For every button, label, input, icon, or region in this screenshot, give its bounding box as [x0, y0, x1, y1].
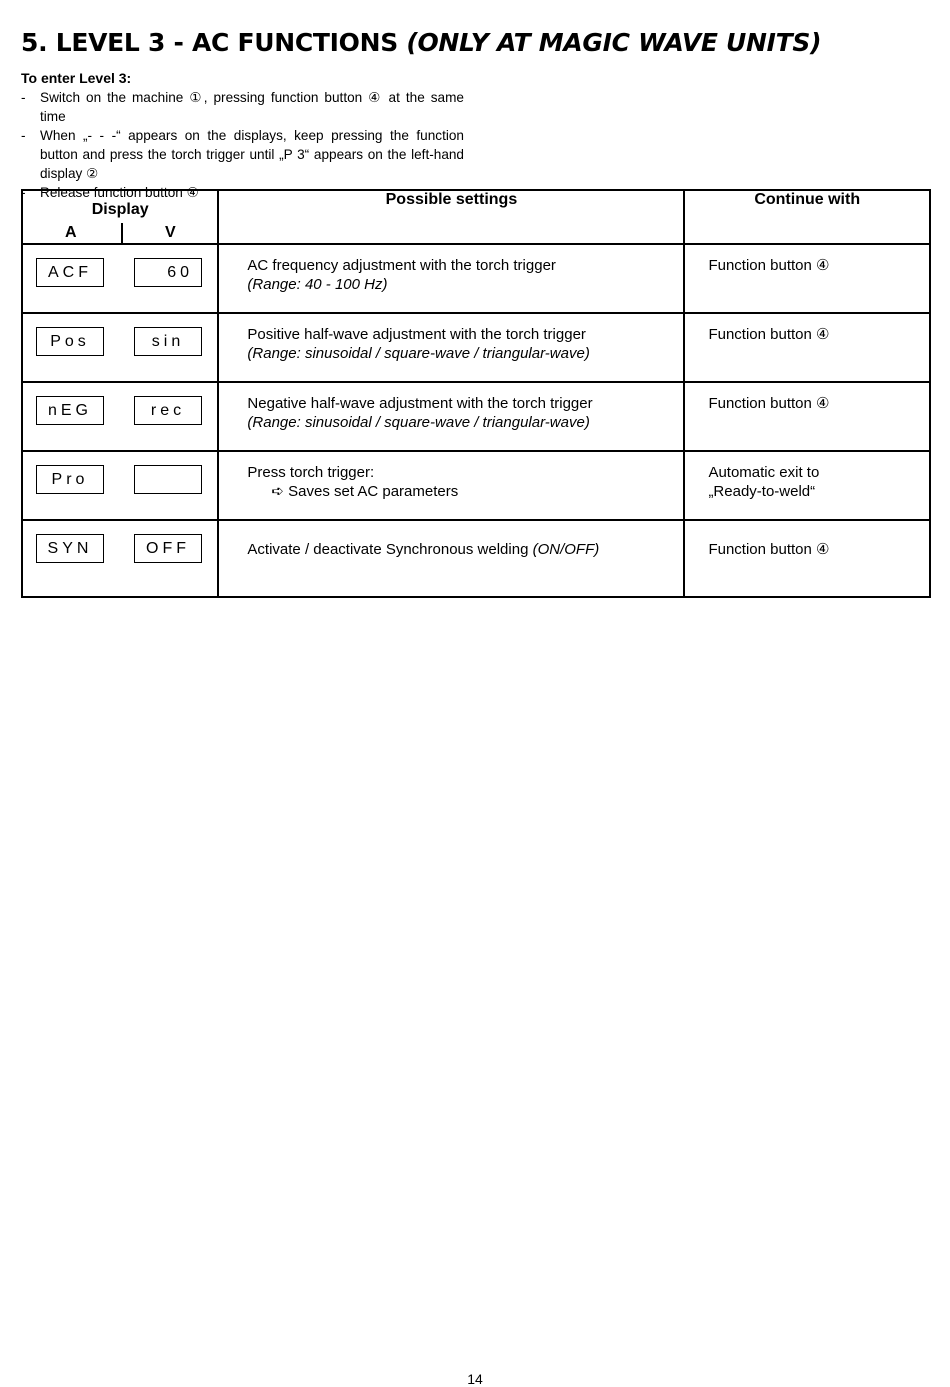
- settings-cell: [218, 520, 684, 597]
- continue-text-2: „Ready-to-weld“: [708, 483, 816, 500]
- continue-cell: [684, 382, 930, 451]
- display-header-v: V: [165, 224, 176, 241]
- setting-range: (Range: sinusoidal / square-wave / triangular-wave): [247, 345, 590, 362]
- continue-cell: [684, 451, 930, 520]
- intro-step: [21, 88, 464, 126]
- page-title: [21, 28, 821, 57]
- setting-description: AC frequency adjustment with the torch trigger: [247, 257, 556, 274]
- setting-description: Activate / deactivate Synchronous welding: [247, 541, 533, 558]
- header-divider: [121, 223, 123, 243]
- page-number: 14: [467, 1371, 483, 1387]
- title-italic: (ONLY AT MAGIC WAVE UNITS): [406, 28, 822, 57]
- setting-description: Press torch trigger:: [247, 464, 375, 481]
- step-dash: -: [21, 90, 26, 105]
- settings-header: Possible settings: [218, 190, 684, 244]
- continue-cell: [684, 520, 930, 597]
- settings-cell: [218, 313, 684, 382]
- table-row: [22, 520, 930, 597]
- continue-text: Function button ④: [708, 257, 830, 274]
- step-dash: -: [21, 185, 26, 200]
- setting-result: ➪ Saves set AC parameters: [271, 483, 459, 500]
- settings-cell: [218, 244, 684, 313]
- continue-text: Automatic exit to: [708, 464, 820, 481]
- left-display: ACF: [36, 258, 104, 287]
- setting-range: (Range: sinusoidal / square-wave / triangular-wave): [247, 414, 590, 431]
- intro-step: [21, 126, 464, 183]
- right-display: [134, 465, 202, 494]
- settings-cell: [218, 382, 684, 451]
- right-display-value: sin: [151, 333, 185, 350]
- table-row: [22, 313, 930, 382]
- display-header: [22, 190, 218, 244]
- continue-cell: [684, 313, 930, 382]
- right-display-value: OFF: [146, 540, 190, 557]
- continue-text: Function button ④: [708, 395, 830, 412]
- display-header-a: A: [65, 224, 77, 241]
- display-cell: [22, 520, 218, 597]
- settings-cell: [218, 451, 684, 520]
- setting-range: (ON/OFF): [532, 541, 600, 558]
- setting-description: Negative half-wave adjustment with the torch trigger: [247, 395, 593, 412]
- setting-description: Positive half-wave adjustment with the torch trigger: [247, 326, 586, 343]
- right-display-value: 60: [167, 264, 193, 281]
- display-cell: [22, 313, 218, 382]
- continue-cell: [684, 244, 930, 313]
- step-text: When „- - -“ appears on the displays, keep pressing the function button and press the torch trigger until „P 3“ appears on the left-hand display ②: [40, 128, 464, 181]
- left-display: nEG: [36, 396, 104, 425]
- settings-table: [21, 189, 931, 598]
- step-dash: -: [21, 128, 26, 143]
- continue-text: Function button ④: [708, 326, 830, 343]
- continue-header: Continue with: [684, 190, 930, 244]
- right-display-value: rec: [150, 402, 186, 419]
- right-display: [134, 258, 202, 287]
- table-row: [22, 244, 930, 313]
- right-display: [134, 396, 202, 425]
- step-text: Switch on the machine ①, pressing function button ④ at the same time: [40, 90, 464, 124]
- right-display: [134, 534, 202, 563]
- right-display: [134, 327, 202, 356]
- display-cell: [22, 244, 218, 313]
- setting-range: (Range: 40 - 100 Hz): [247, 276, 388, 293]
- table-header-row: [22, 190, 930, 244]
- table-row: [22, 451, 930, 520]
- table-row: [22, 382, 930, 451]
- intro-heading: To enter Level 3:: [21, 70, 132, 86]
- left-display: SYN: [36, 534, 104, 563]
- title-main: 5. LEVEL 3 - AC FUNCTIONS: [21, 28, 407, 57]
- continue-text: Function button ④: [708, 541, 830, 558]
- step-text: Release function button ④: [40, 185, 199, 200]
- left-display: Pos: [36, 327, 104, 356]
- left-display: Pro: [36, 465, 104, 494]
- intro-instructions: [21, 69, 464, 202]
- display-cell: [22, 382, 218, 451]
- display-cell: [22, 451, 218, 520]
- display-header-label: Display: [91, 201, 149, 218]
